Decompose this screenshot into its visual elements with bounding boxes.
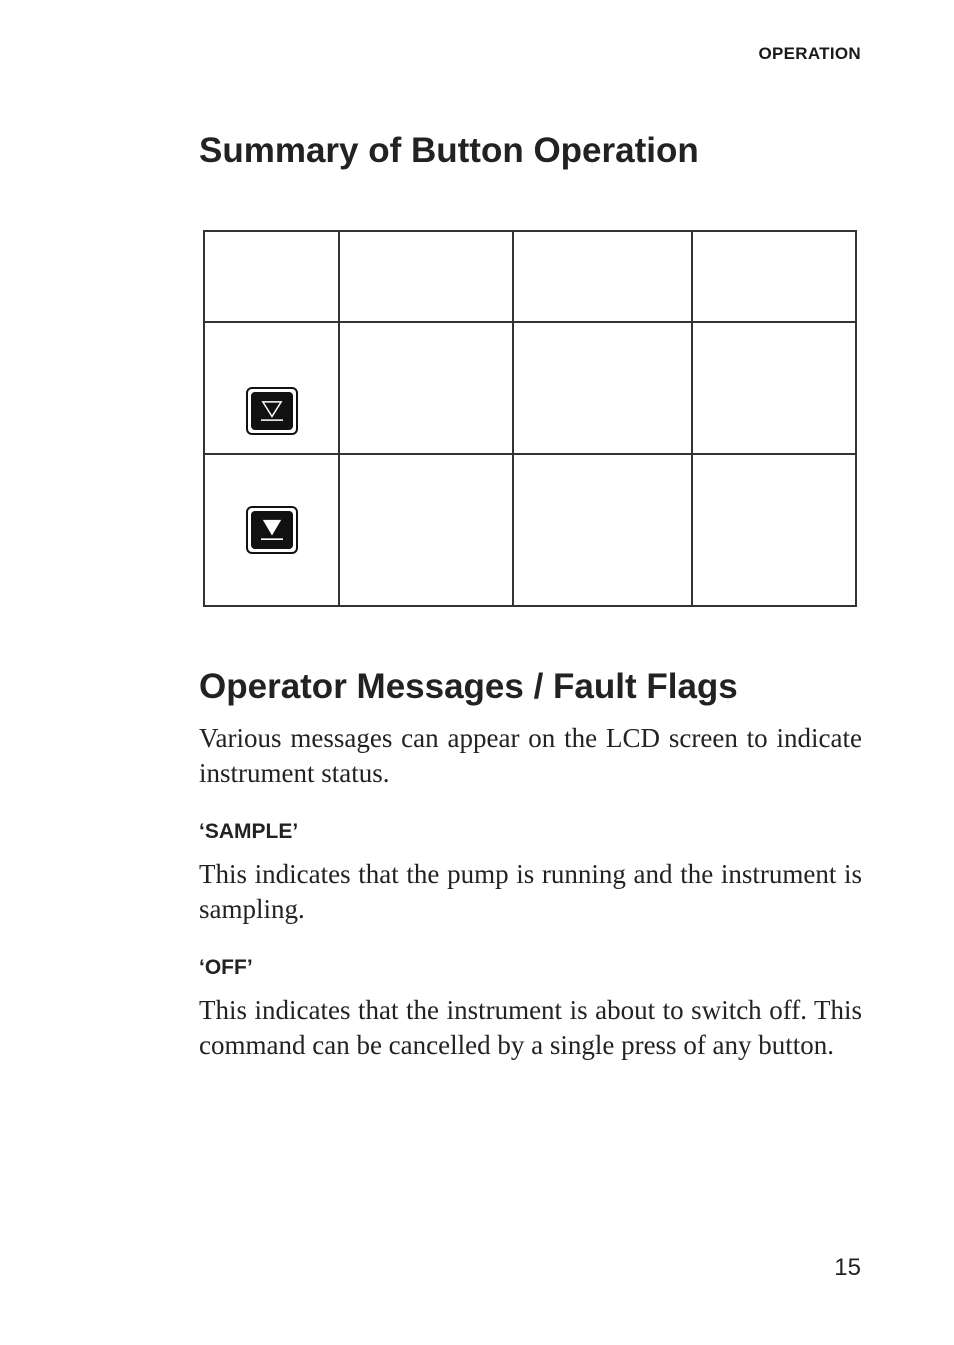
message-label-sample: ‘SAMPLE’ [199, 820, 299, 843]
button-summary-table [203, 230, 857, 607]
table-row [204, 322, 856, 454]
table-cell [513, 322, 692, 454]
table-cell [204, 454, 339, 606]
table-cell [692, 454, 856, 606]
message-text-sample: This indicates that the pump is running and the instrument is sampling. [199, 859, 862, 924]
table-cell [339, 322, 513, 454]
section-title-button-summary: Summary of Button Operation [199, 131, 699, 170]
page-number: 15 [834, 1254, 861, 1281]
table-cell [204, 231, 339, 322]
messages-intro: Various messages can appear on the LCD screen to indicate instrument status. [199, 723, 862, 788]
table-cell [513, 231, 692, 322]
running-head: OPERATION [758, 44, 861, 63]
table-row [204, 454, 856, 606]
table-cell [513, 454, 692, 606]
table-cell [204, 322, 339, 454]
section-title-operator-messages: Operator Messages / Fault Flags [199, 667, 738, 706]
down-outline-arrow-button-icon [246, 387, 298, 435]
down-solid-arrow-button-icon [246, 506, 298, 554]
table-cell [339, 231, 513, 322]
message-text-off: This indicates that the instrument is about to switch off. This command can be cancelled by a single press of any button. [199, 995, 862, 1060]
message-label-off: ‘OFF’ [199, 956, 253, 979]
table-cell [339, 454, 513, 606]
table-cell [692, 231, 856, 322]
table-cell [692, 322, 856, 454]
table-row [204, 231, 856, 322]
